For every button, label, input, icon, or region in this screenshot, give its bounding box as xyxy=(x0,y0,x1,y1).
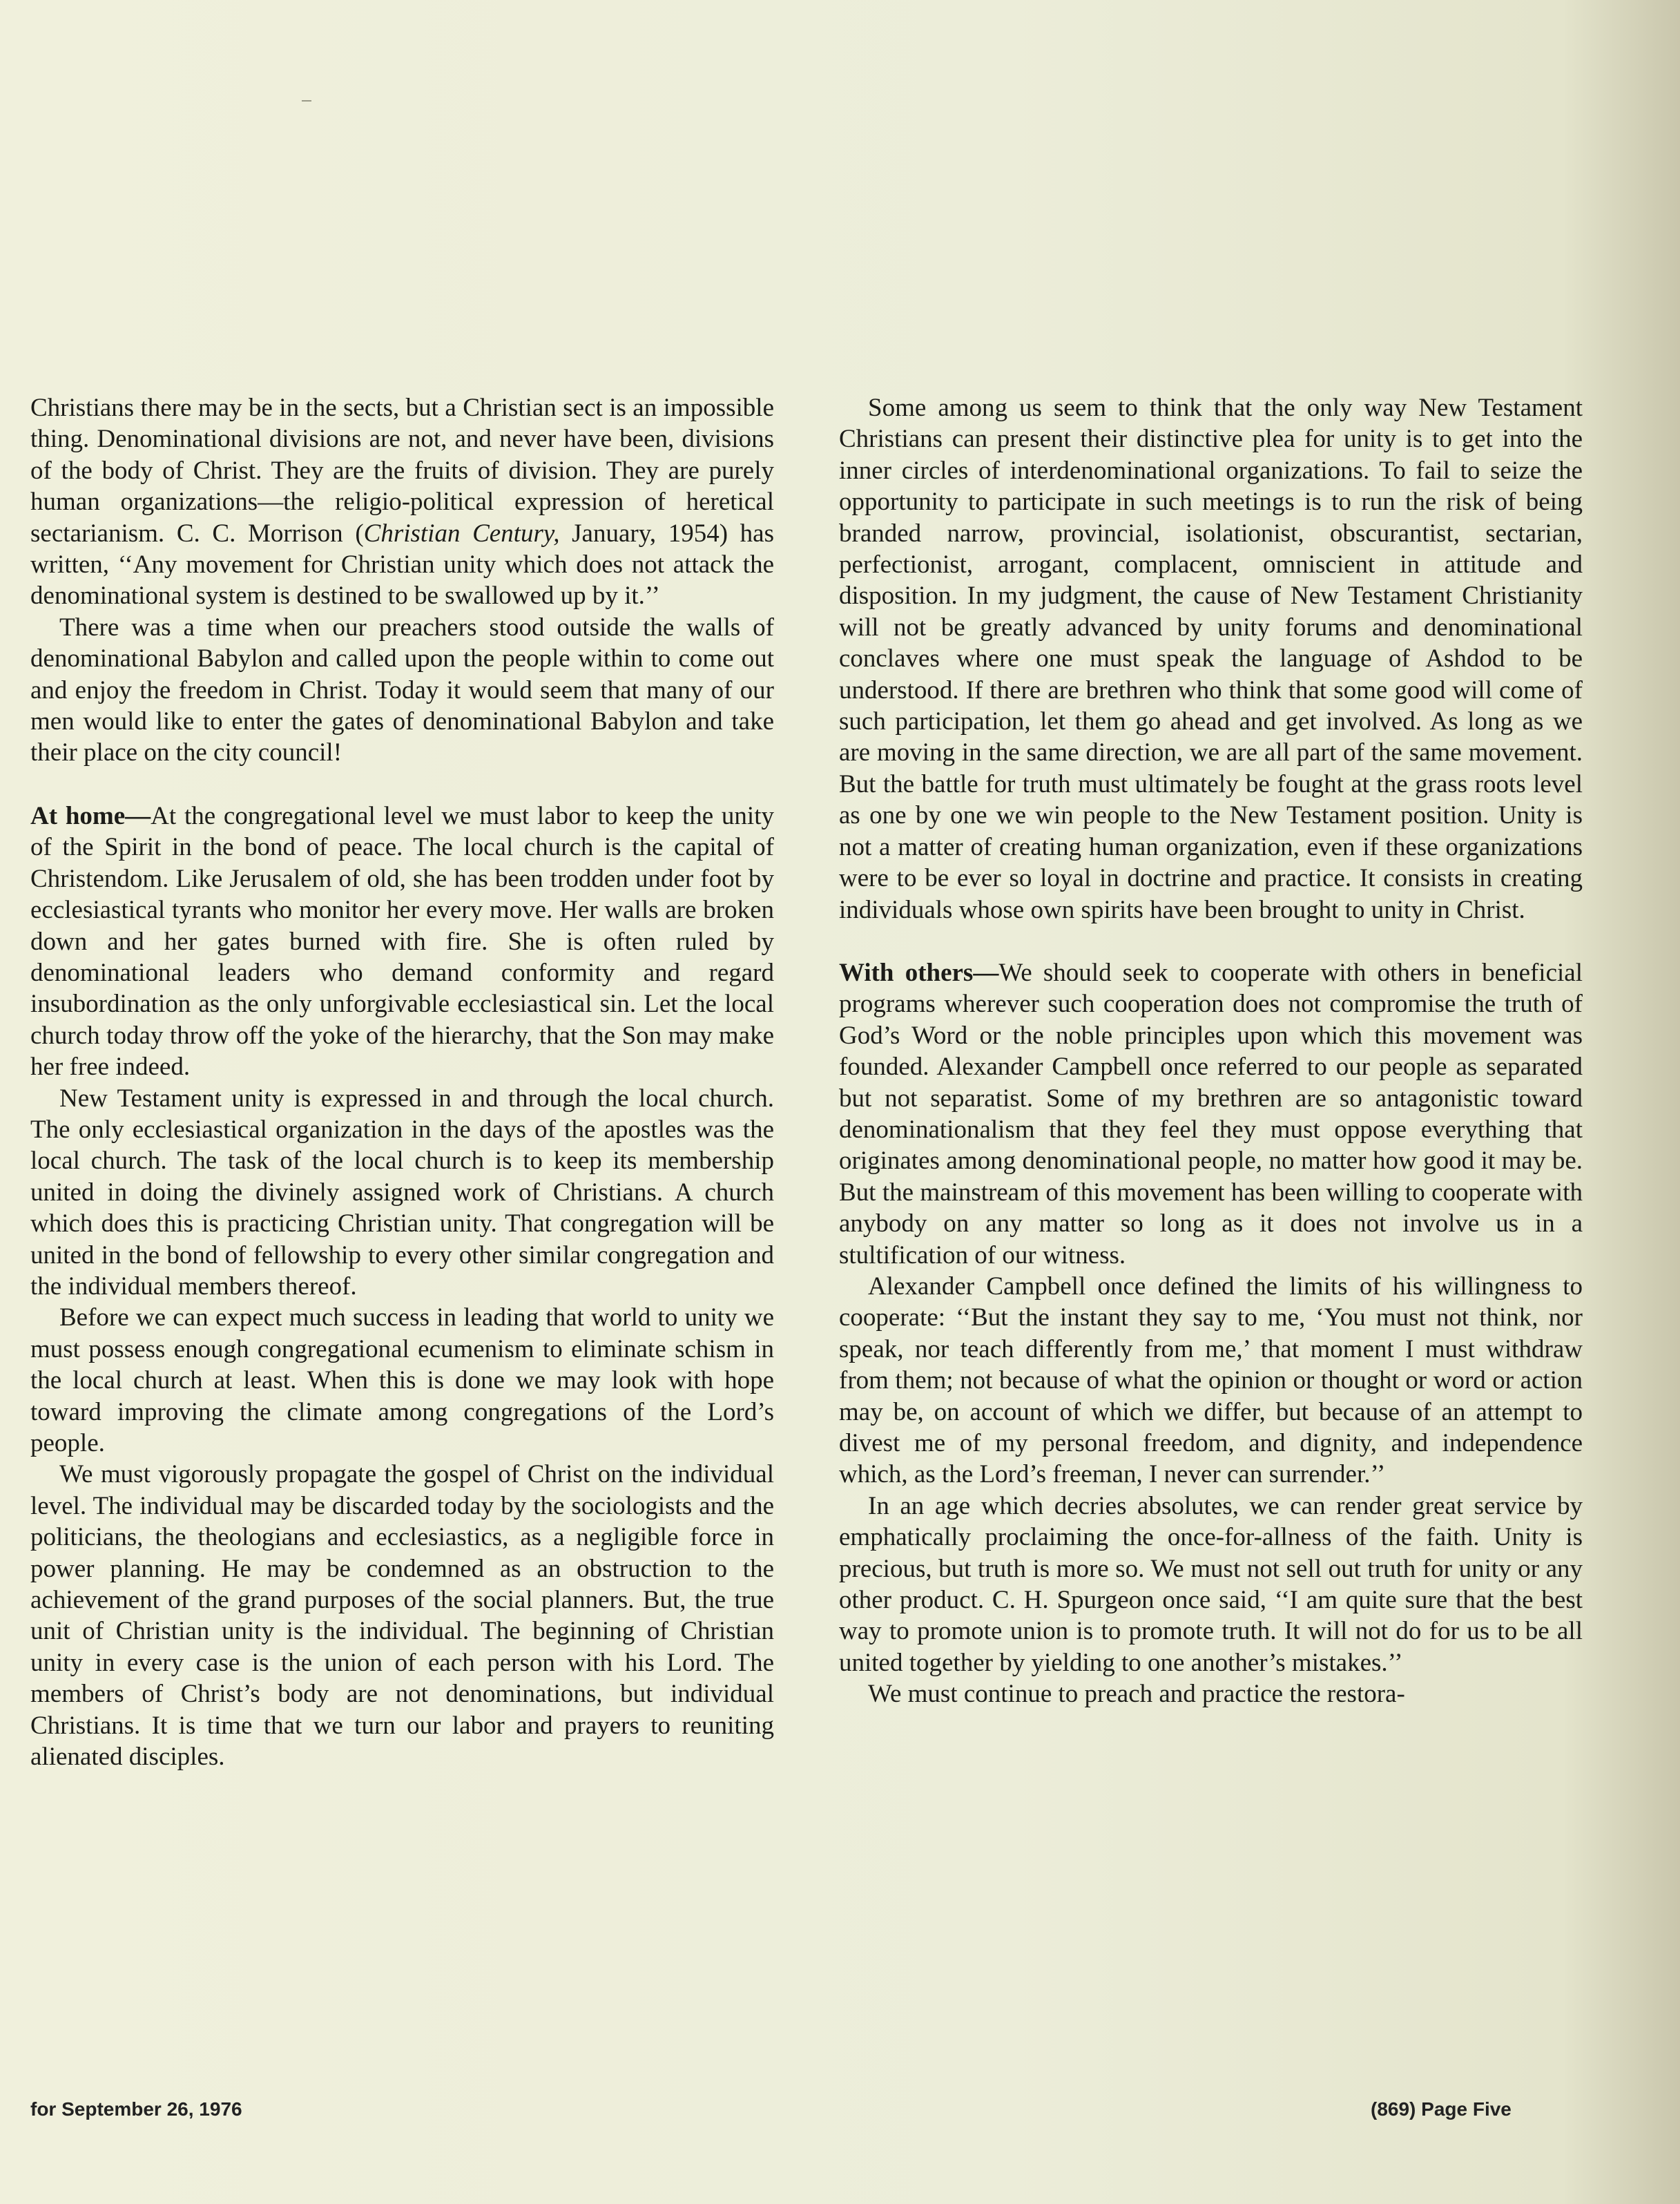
section-heading: With others— xyxy=(839,958,999,987)
footer-page-number: (869) Page Five xyxy=(1371,2098,1512,2120)
paragraph: We must vigorously propagate the gospel of Christ on the individual level. The individual may be discarded today by the sociologists and the politicians, the theologians and ecclesiastics, as a negligible force in power planning. He may be condemned as an obstruction to the achievement of the grand purposes of the social planners. But, the true unit of Christian unity is the individual. The beginning of Christian unity in every case is the union of each person with his Lord. The members of Christ’s body are not denominations, but individual Christians. It is time that we turn our labor and prayers to reuniting alienated disciples. xyxy=(30,1460,774,1772)
paragraph: Alexander Campbell once defined the limits of his willingness to cooperate: ‘‘But the instant they say to me, ‘You must not think, nor speak, nor teach differently from me,’ that moment I must withdraw from them; not because of what the opinion or thought or word or action may be, on account of which we differ, but because of an attempt to divest me of my personal freedom, and dignity, and independence which, as the Lord’s freeman, I never can surrender.’’ xyxy=(839,1272,1583,1489)
italic-citation: Christian Century, xyxy=(363,519,560,548)
paragraph: New Testament unity is expressed in and through the local church. The only ecclesiastical organization in the days of the apostles was the local church. The task of the local church is to keep its membership united in doing the divinely assigned work of Christians. A church which does this is practicing Christian unity. That congregation will be united in the bond of fellowship to every other similar congregation and the individual members thereof. xyxy=(30,1084,774,1301)
paragraph: Christians there may be in the sects, but a Christian sect is an impossible thing. Denominational divisions are not, and never have been, divisions of the body of Christ. They are the fruits of division. They are purely human organizations—the religio-political expression of heretical sectarianism. C. C. Morrison (Christian Century, January, 1954) has written, ‘‘Any movement for Christian unity which does not attack the denominational system is destined to be swallowed up by it.’’ xyxy=(30,394,774,611)
scan-mark xyxy=(302,100,311,102)
section-with-others: With others—We should seek to cooperate with others in beneficial programs wherever such cooperation does not compromise the truth of God’s Word or the noble principles upon which this movement was founded. Alexander Campbell once referred to our people as separated but not separatist. Some of my brethren are so antagonistic toward denominationalism that they feel they must oppose everything that originates among denominational people, no matter how good it may be. But the mainstream of this movement has been willing to cooperate with anybody on any matter so long as it does not involve us in a stultification of our witness. xyxy=(839,958,1583,1269)
paragraph: There was a time when our preachers stood outside the walls of denominational Babylon and called upon the people within to come out and enjoy the freedom in Christ. Today it would seem that many of our men would like to enter the gates of denominational Babylon and take their place on the city council! xyxy=(30,613,774,767)
section-at-home: At home—At the congregational level we must labor to keep the unity of the Spirit in the bond of peace. The local church is the capital of Christendom. Like Jerusalem of old, she has been trodden under foot by ecclesiastical tyrants who monitor her every move. Her walls are broken down and her gates burned with fire. She is often ruled by denominational leaders who demand conformity and regard insubordination as the only unforgivable ecclesiastical sin. Let the local church today throw off the yoke of the hierarchy, that the Son may make her free indeed. xyxy=(30,801,774,1082)
section-heading: At home— xyxy=(30,801,151,830)
left-column xyxy=(30,392,774,1772)
right-column xyxy=(839,392,1583,1710)
footer-date: for September 26, 1976 xyxy=(30,2098,242,2120)
paragraph: Before we can expect much success in leading that world to unity we must possess enough congregational ecumenism to eliminate schism in the local church at least. When this is done we may look with hope toward improving the climate among congregations of the Lord’s people. xyxy=(30,1303,774,1457)
paragraph: Some among us seem to think that the only way New Testament Christians can present their distinctive plea for unity is to get into the inner circles of interdenominational organizations. To fail to seize the opportunity to participate in such meetings is to run the risk of being branded narrow, provincial, isolationist, obscurantist, sectarian, perfectionist, arrogant, complacent, omniscient in attitude and disposition. In my judgment, the cause of New Testament Christianity will not be greatly advanced by unity forums and denominational conclaves where one must speak the language of Ashdod to be understood. If there are brethren who think that some good will come of such participation, let them go ahead and get involved. As long as we are moving in the same direction, we are all part of the same movement. But the battle for truth must ultimately be fought at the grass roots level as one by one we win people to the New Testament position. Unity is not a matter of creating human organization, even if these organizations were to be ever so loyal in doctrine and practice. It consists in creating individuals whose own spirits have been brought to unity in Christ. xyxy=(839,394,1583,924)
paragraph: In an age which decries absolutes, we can render great service by emphatically proclaiming the once-for-allness of the faith. Unity is precious, but truth is more so. We must not sell out truth for unity or any other product. C. H. Spurgeon once said, ‘‘I am quite sure that the best way to promote union is to promote truth. It will not do for us to be all united together by yielding to one another’s mistakes.’’ xyxy=(839,1491,1583,1677)
paragraph: We must continue to preach and practice the restora- xyxy=(868,1680,1405,1709)
